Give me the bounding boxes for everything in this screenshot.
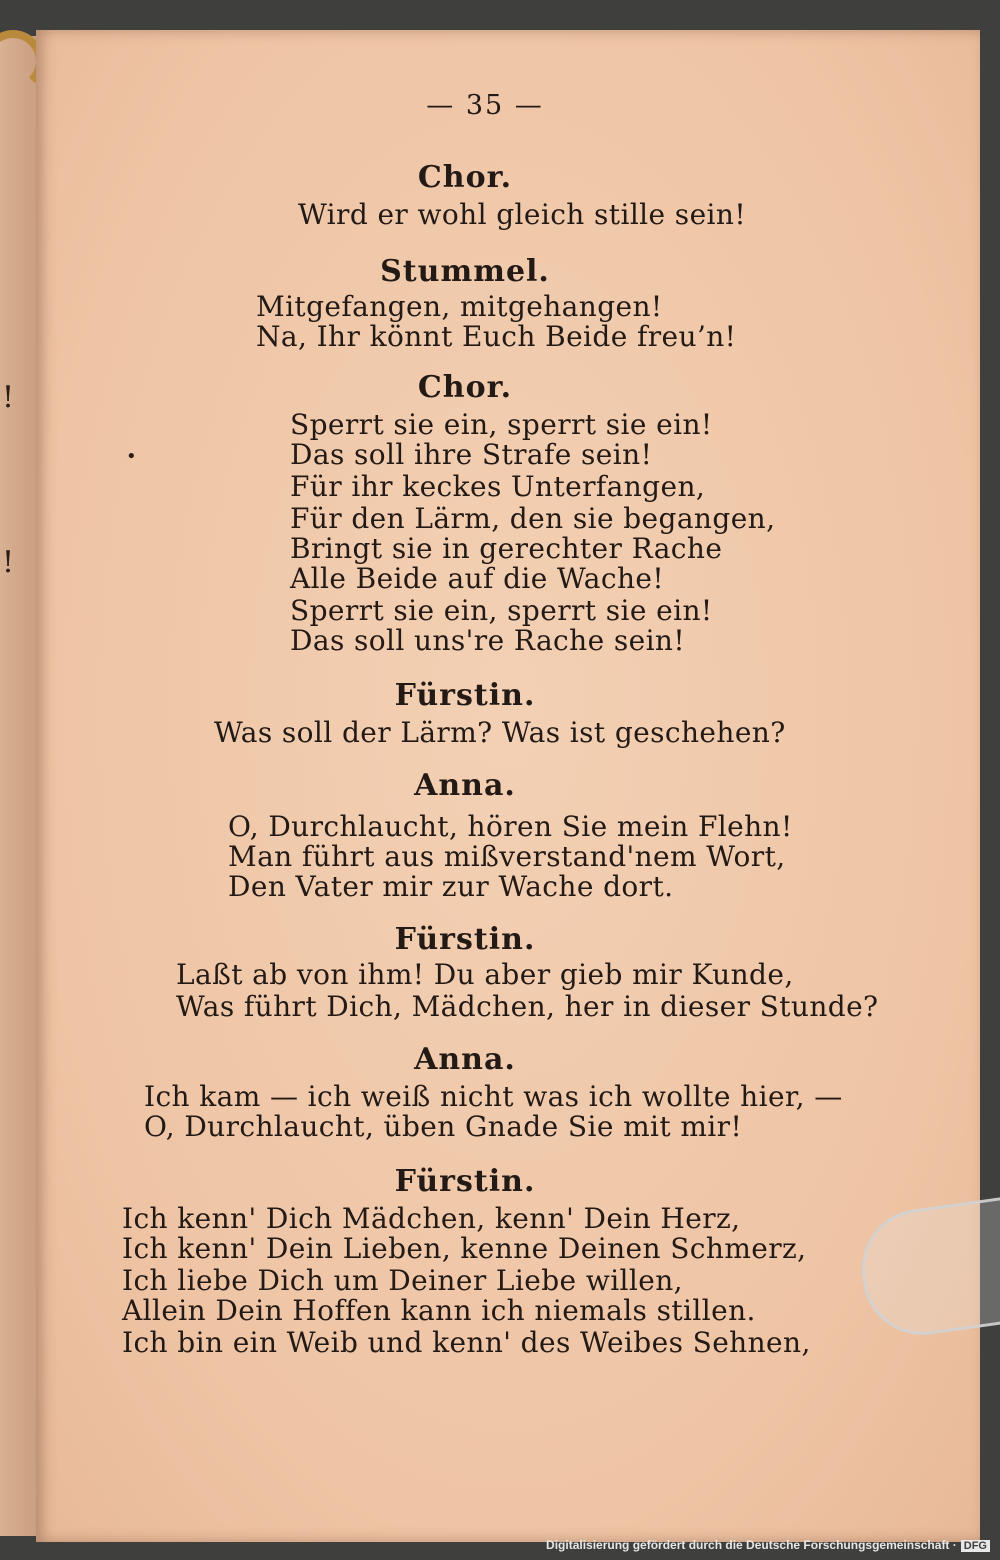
speaker-heading: Fürstin. bbox=[394, 678, 536, 713]
verse-line: Ich liebe Dich um Deiner Liebe willen, bbox=[122, 1264, 683, 1297]
verse-line: Ich kenn' Dein Lieben, kenne Deinen Schmerz, bbox=[122, 1232, 807, 1265]
verse-line: Bringt sie in gerechter Rache bbox=[290, 532, 723, 565]
verse-line: Allein Dein Hoffen kann ich niemals stillen. bbox=[122, 1294, 756, 1327]
verse-line: Man führt aus mißverstand'nem Wort, bbox=[228, 840, 786, 873]
verse-line: Sperrt sie ein, sperrt sie ein! bbox=[290, 408, 713, 441]
stray-mark: ! bbox=[2, 545, 15, 580]
verse-line: Na, Ihr könnt Euch Beide freu’n! bbox=[256, 320, 737, 353]
stray-mark: ! bbox=[2, 380, 15, 415]
verse-line: Für den Lärm, den sie begangen, bbox=[290, 502, 776, 535]
speaker-heading: Chor. bbox=[417, 370, 513, 405]
speaker-heading: Fürstin. bbox=[394, 1164, 536, 1199]
verse-line: Den Vater mir zur Wache dort. bbox=[228, 870, 674, 903]
verse-line: Mitgefangen, mitgehangen! bbox=[256, 290, 663, 323]
verse-line: Wird er wohl gleich stille sein! bbox=[298, 198, 746, 231]
verse-line: O, Durchlaucht, hören Sie mein Flehn! bbox=[228, 810, 793, 843]
verse-line: Laßt ab von ihm! Du aber gieb mir Kunde, bbox=[176, 958, 794, 991]
verse-line: Alle Beide auf die Wache! bbox=[290, 562, 665, 595]
verse-line: Ich kam — ich weiß nicht was ich wollte hier, — bbox=[144, 1080, 843, 1113]
speaker-heading: Anna. bbox=[414, 1042, 516, 1077]
verse-line: O, Durchlaucht, üben Gnade Sie mit mir! bbox=[144, 1110, 743, 1143]
speaker-heading: Chor. bbox=[417, 160, 513, 195]
verse-line: Für ihr keckes Unterfangen, bbox=[290, 470, 706, 503]
page-number: — 35 — bbox=[426, 90, 544, 121]
verse-line: Ich kenn' Dich Mädchen, kenn' Dein Herz, bbox=[122, 1202, 741, 1235]
speaker-heading: Anna. bbox=[414, 768, 516, 803]
speaker-heading: Stummel. bbox=[380, 254, 550, 289]
verse-line: Das soll ihre Strafe sein! bbox=[290, 438, 653, 471]
footer-text: Digitalisierung gefördert durch die Deutsche Forschungsgemeinschaft · bbox=[546, 1538, 957, 1552]
digitization-footer bbox=[546, 1538, 990, 1552]
verse-line: Was soll der Lärm? Was ist geschehen? bbox=[214, 716, 786, 749]
verse-line: Ich bin ein Weib und kenn' des Weibes Sehnen, bbox=[122, 1326, 811, 1359]
verse-line: Das soll uns're Rache sein! bbox=[290, 624, 686, 657]
verse-line: Sperrt sie ein, sperrt sie ein! bbox=[290, 594, 713, 627]
stray-dot: • bbox=[126, 446, 137, 467]
dfg-logo: DFG bbox=[961, 1540, 990, 1552]
verse-line: Was führt Dich, Mädchen, her in dieser Stunde? bbox=[176, 990, 879, 1023]
speaker-heading: Fürstin. bbox=[394, 922, 536, 957]
